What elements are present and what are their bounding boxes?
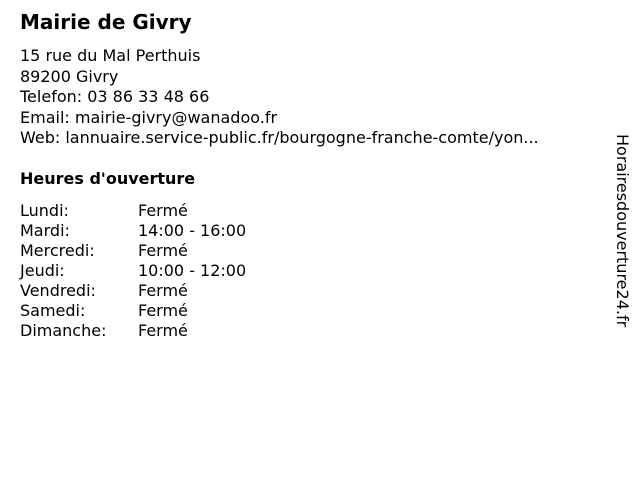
hours-row bbox=[20, 321, 600, 341]
hours-row bbox=[20, 241, 600, 261]
hours-time: 14:00 - 16:00 bbox=[138, 220, 247, 240]
hours-time: Fermé bbox=[138, 200, 188, 220]
hours-time: Fermé bbox=[138, 320, 188, 340]
business-card bbox=[20, 10, 600, 341]
hours-day: Dimanche: bbox=[20, 320, 107, 340]
hours-time: Fermé bbox=[138, 280, 188, 300]
hours-day: Samedi: bbox=[20, 300, 86, 320]
hours-row bbox=[20, 221, 600, 241]
opening-hours-heading: Heures d'ouverture bbox=[20, 168, 196, 188]
hours-day: Lundi: bbox=[20, 200, 69, 220]
hours-day: Jeudi: bbox=[20, 260, 65, 280]
phone-number: Telefon: 03 86 33 48 66 bbox=[20, 87, 210, 106]
hours-row bbox=[20, 261, 600, 281]
opening-hours-table bbox=[20, 201, 600, 341]
hours-row bbox=[20, 201, 600, 221]
hours-row bbox=[20, 301, 600, 321]
hours-day: Mercredi: bbox=[20, 240, 95, 260]
website-link: Web: lannuaire.service-public.fr/bourgogne-franche-comte/yon... bbox=[20, 128, 539, 147]
hours-day: Mardi: bbox=[20, 220, 70, 240]
page-title: Mairie de Givry bbox=[20, 10, 192, 34]
hours-time: Fermé bbox=[138, 240, 188, 260]
site-watermark: Horairesdouverture24.fr bbox=[613, 134, 632, 328]
hours-time: Fermé bbox=[138, 300, 188, 320]
hours-row bbox=[20, 281, 600, 301]
street-address: 15 rue du Mal Perthuis bbox=[20, 46, 201, 65]
contact-info bbox=[20, 46, 600, 149]
postal-city: 89200 Givry bbox=[20, 66, 119, 86]
email-address: Email: mairie-givry@wanadoo.fr bbox=[20, 107, 278, 127]
hours-time: 10:00 - 12:00 bbox=[138, 260, 247, 280]
hours-day: Vendredi: bbox=[20, 280, 96, 300]
